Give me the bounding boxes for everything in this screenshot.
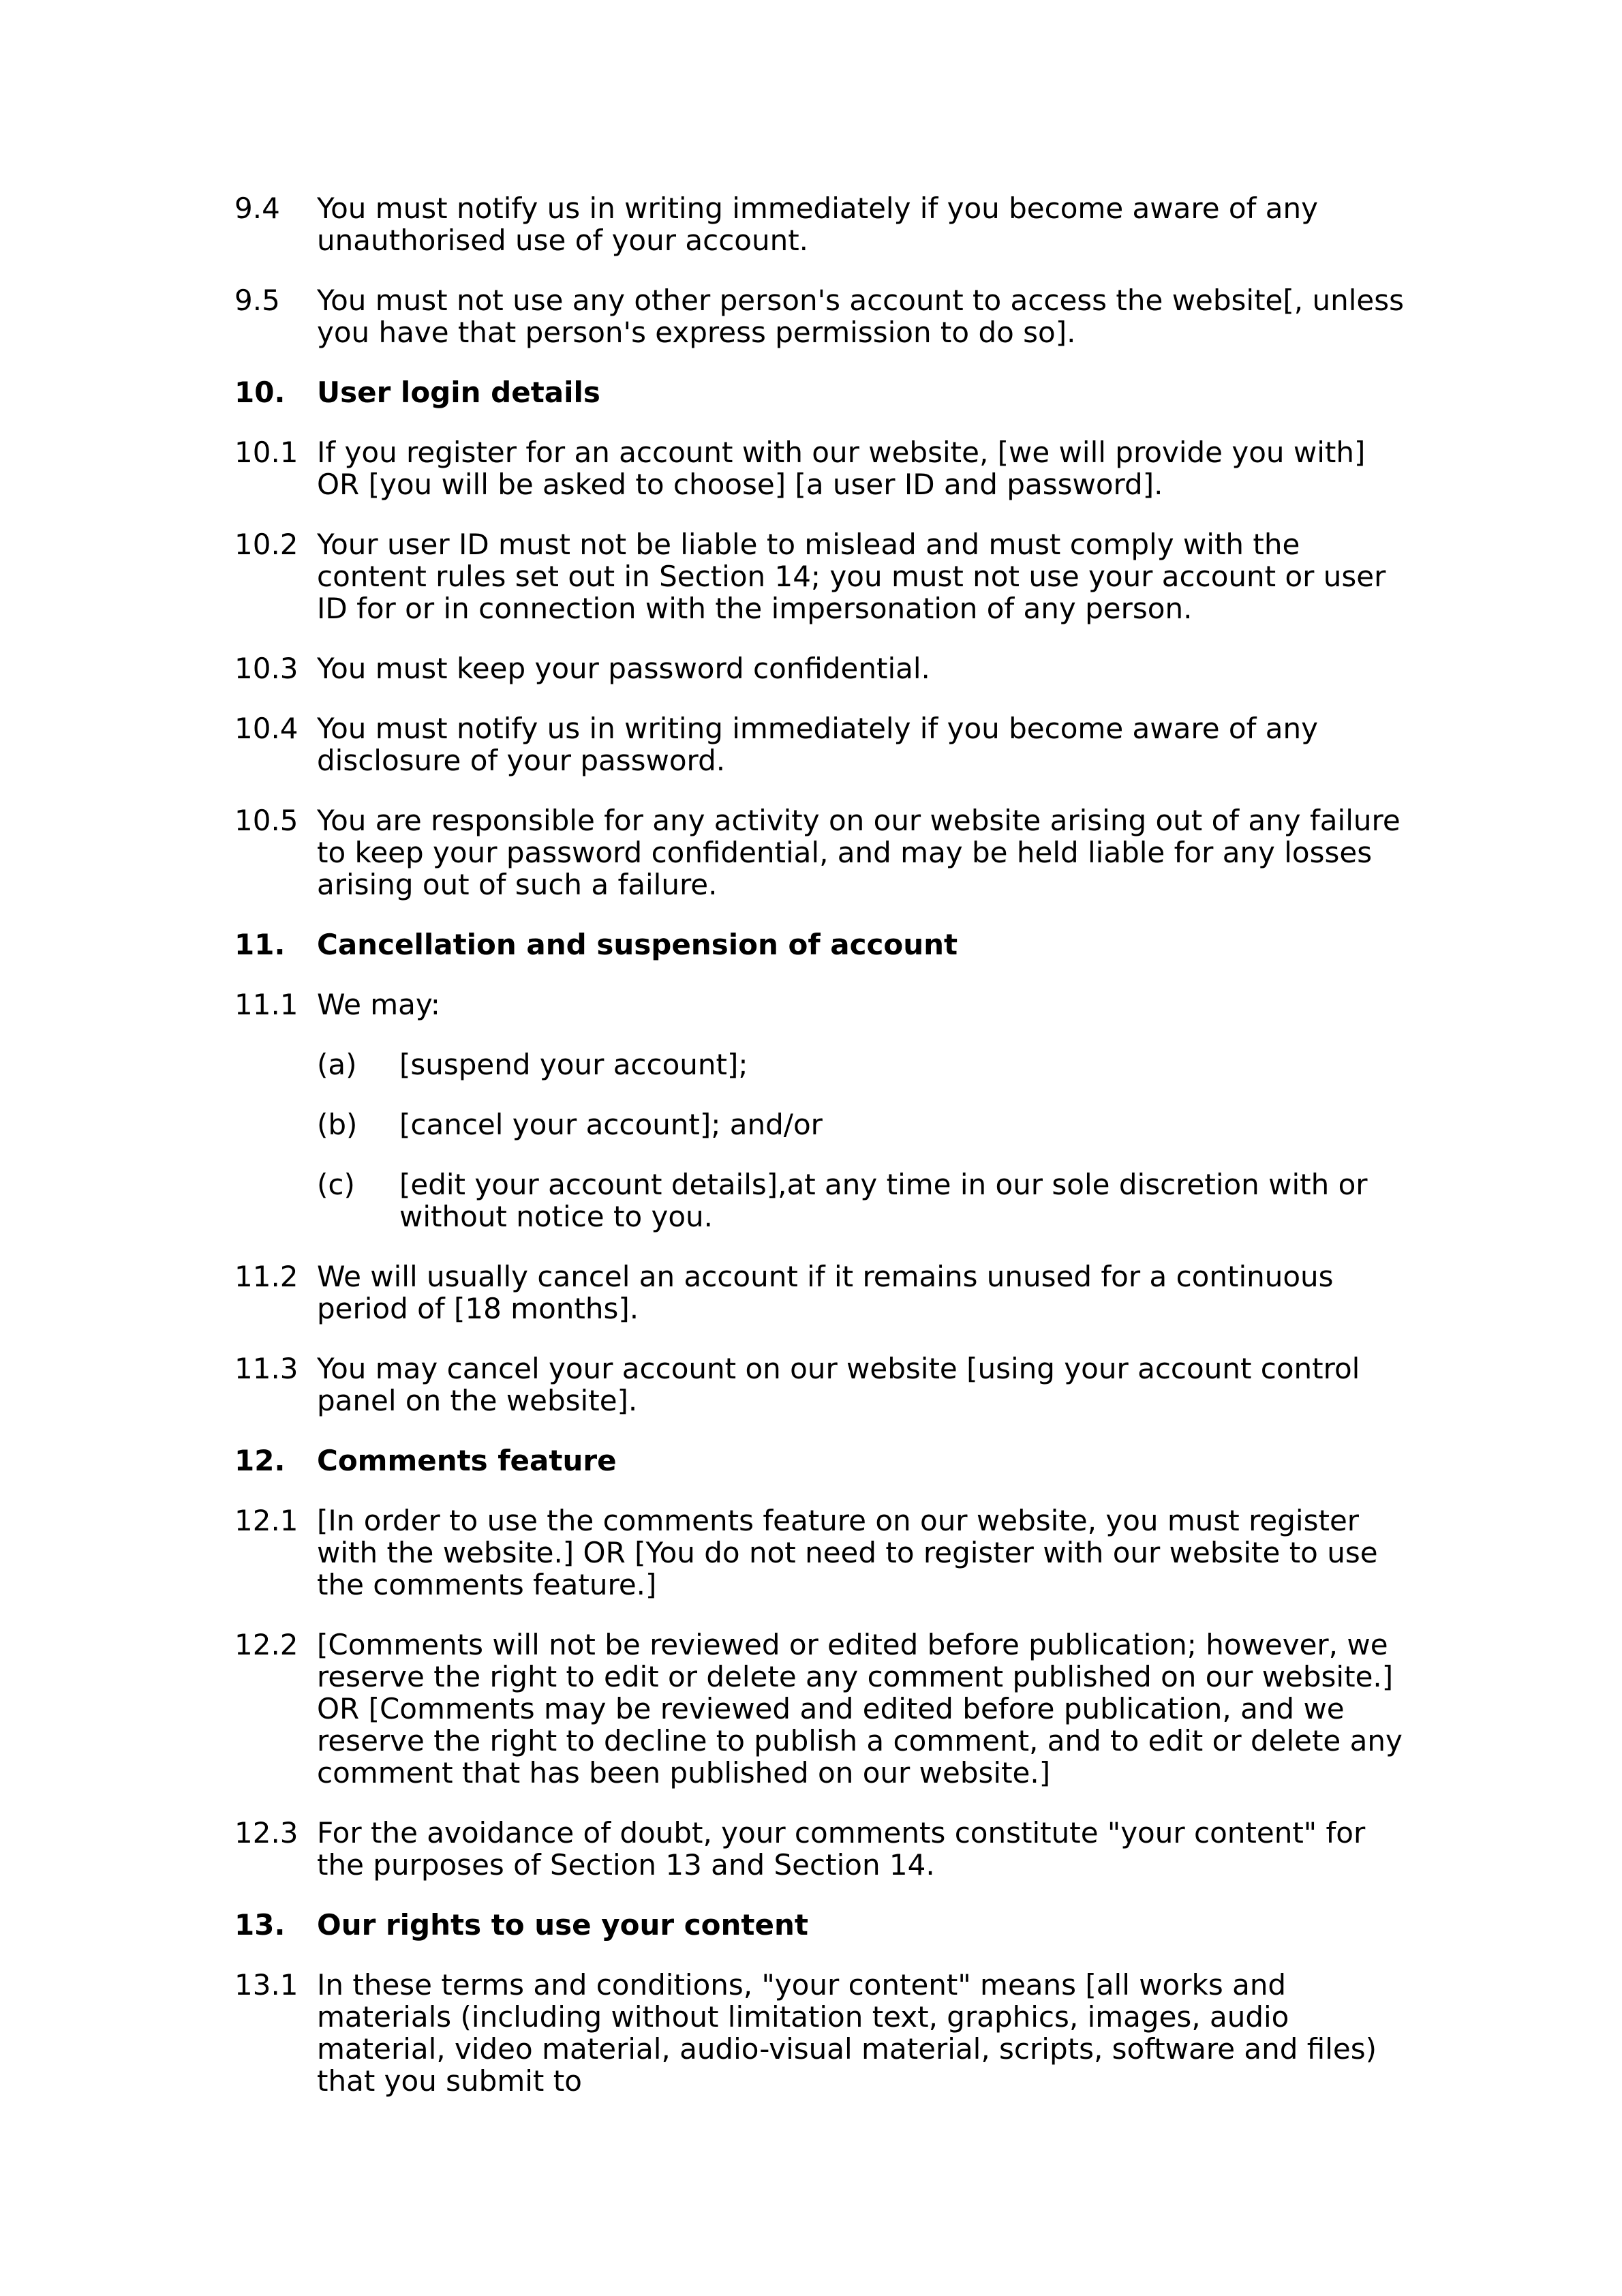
document-body: [234, 192, 1407, 2125]
subclause-label: (b): [317, 1108, 358, 1141]
clause-number: 11.1: [234, 988, 299, 1021]
clause-12-2: [234, 1629, 1407, 1789]
subclause-text: [suspend your account];: [399, 1048, 748, 1081]
clause-10-2: [234, 528, 1407, 624]
subclause-a: [234, 1048, 1407, 1081]
clause-number: 10.4: [234, 712, 299, 745]
section-title: Comments feature: [317, 1444, 617, 1477]
clause-number: 13.1: [234, 1968, 299, 2002]
clause-text: You must not use any other person's account to access the website[, unless you have that person's express permission to do so].: [317, 284, 1404, 349]
section-number: 12.: [234, 1444, 286, 1477]
section-number: 10.: [234, 376, 286, 409]
clause-10-3: [234, 652, 1407, 684]
clause-10-5: [234, 804, 1407, 901]
clause-12-1: [234, 1505, 1407, 1601]
clause-number: 12.3: [234, 1816, 299, 1849]
section-number: 11.: [234, 928, 286, 961]
clause-number: 10.5: [234, 804, 299, 837]
section-title: Our rights to use your content: [317, 1908, 808, 1942]
clause-number: 10.3: [234, 652, 299, 685]
clause-text: You must keep your password confidential.: [317, 652, 930, 685]
clause-text: We will usually cancel an account if it remains unused for a continuous period of [18 months].: [317, 1260, 1334, 1325]
clause-11-2: [234, 1260, 1407, 1325]
clause-10-4: [234, 712, 1407, 776]
subclause-text: [edit your account details],at any time in our sole discretion with or without notice to you.: [399, 1168, 1368, 1233]
clause-number: 9.4: [234, 192, 280, 225]
clause-9-4: [234, 192, 1407, 256]
section-title: User login details: [317, 376, 600, 409]
clause-text: You must notify us in writing immediately if you become aware of any disclosure of your password.: [317, 712, 1318, 777]
clause-12-3: [234, 1817, 1407, 1881]
clause-text: If you register for an account with our website, [we will provide you with] OR [you will be asked to choose] [a user ID and password].: [317, 436, 1366, 501]
clause-text: For the avoidance of doubt, your comments constitute "your content" for the purposes of Section 13 and Section 14.: [317, 1816, 1366, 1882]
clause-number: 10.2: [234, 528, 299, 561]
clause-text: We may:: [317, 988, 440, 1021]
subclause-label: (a): [317, 1048, 357, 1081]
clause-11-1: [234, 988, 1407, 1021]
section-number: 13.: [234, 1908, 286, 1942]
clause-text: Your user ID must not be liable to mislead and must comply with the content rules set out in Section 14; you must not use your account or user ID for or in connection with the impersonation of any person.: [317, 528, 1386, 625]
clause-number: 9.5: [234, 284, 280, 317]
clause-text: In these terms and conditions, "your content" means [all works and materials (including without limitation text, graphics, images, audio material, video material, audio-visual material, scripts, software and files) that you submit to: [317, 1968, 1377, 2098]
subclause-c: [234, 1168, 1407, 1233]
clause-13-1: [234, 1969, 1407, 2097]
section-title: Cancellation and suspension of account: [317, 928, 958, 961]
clause-text: [Comments will not be reviewed or edited before publication; however, we reserve the right to edit or delete any comment published on our website.] OR [Comments may be reviewed and edited before publication, and we reserve the right to decline to publish a comment, and to edit or delete any comment that has been published on our website.]: [317, 1628, 1403, 1789]
clause-9-5: [234, 284, 1407, 348]
section-heading-11: [234, 928, 1407, 961]
section-heading-10: [234, 376, 1407, 408]
section-heading-12: [234, 1445, 1407, 1477]
subclause-b: [234, 1108, 1407, 1141]
clause-number: 12.2: [234, 1628, 299, 1661]
clause-number: 11.2: [234, 1260, 299, 1293]
clause-11-3: [234, 1353, 1407, 1417]
subclause-label: (c): [317, 1168, 355, 1201]
clause-number: 12.1: [234, 1504, 299, 1537]
clause-text: You may cancel your account on our website [using your account control panel on the website].: [317, 1352, 1360, 1417]
subclause-text: [cancel your account]; and/or: [399, 1108, 823, 1141]
section-heading-13: [234, 1909, 1407, 1941]
clause-text: You are responsible for any activity on our website arising out of any failure to keep your password confidential, and may be held liable for any losses arising out of such a failure.: [317, 804, 1401, 901]
clause-number: 10.1: [234, 436, 299, 469]
clause-number: 11.3: [234, 1352, 299, 1385]
clause-text: [In order to use the comments feature on our website, you must register with the website.] OR [You do not need to register with our website to use the comments feature.]: [317, 1504, 1378, 1601]
clause-text: You must notify us in writing immediately if you become aware of any unauthorised use of your account.: [317, 192, 1318, 257]
clause-10-1: [234, 436, 1407, 500]
